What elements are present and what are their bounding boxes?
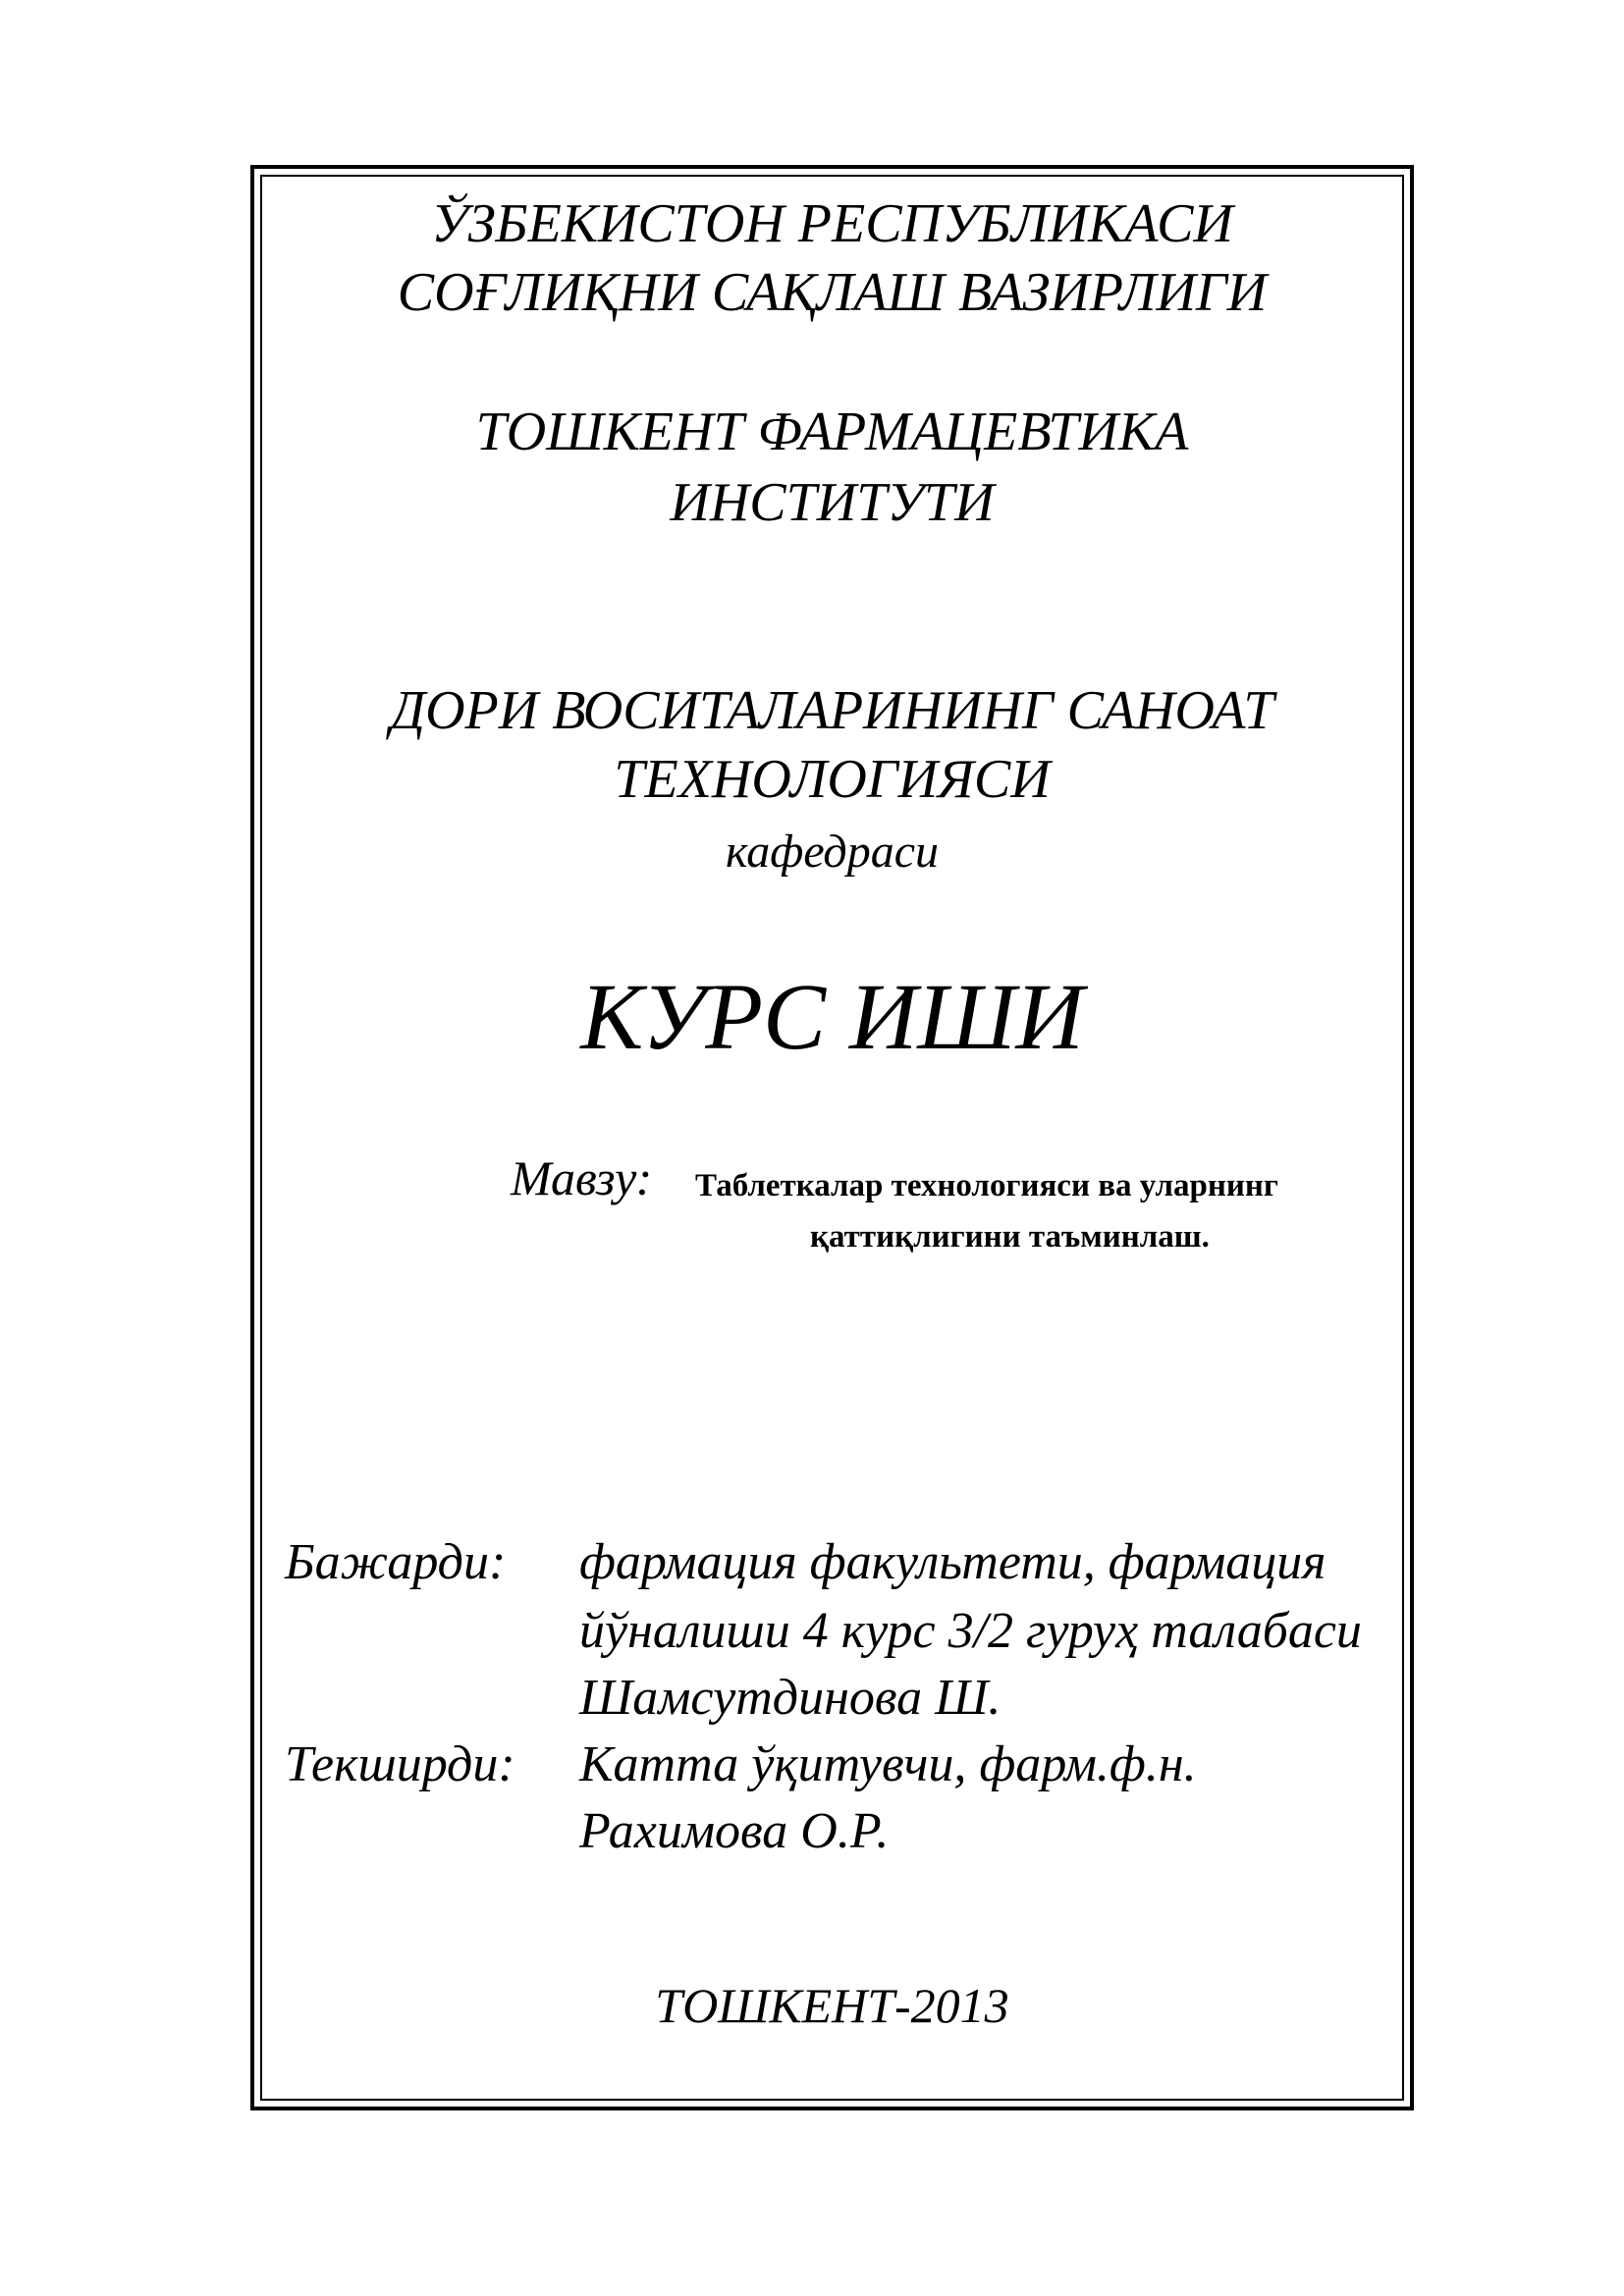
- performed-line-2: йўналиши 4 курс 3/2 гуруҳ талабаси: [579, 1603, 1362, 1659]
- country-line: ЎЗБЕКИСТОН РЕСПУБЛИКАСИ: [431, 193, 1233, 254]
- checked-line-2: Рахимова О.Р.: [579, 1803, 890, 1859]
- department-line-2: ТЕХНОЛОГИЯСИ: [614, 749, 1051, 810]
- department-line-3: кафедраси: [725, 826, 940, 878]
- topic-line-2: қаттиқлигини таъминлаш.: [810, 1219, 1210, 1255]
- checked-line-1: Катта ўқитувчи, фарм.ф.н.: [579, 1736, 1197, 1792]
- institute-line-2: ИНСТИТУТИ: [670, 472, 995, 533]
- department-line-1: ДОРИ ВОСИТАЛАРИНИНГ САНОАТ: [390, 680, 1274, 741]
- city-year: ТОШКЕНТ-2013: [655, 1978, 1009, 2033]
- performed-line-1: фармация факультети, фармация: [579, 1534, 1326, 1590]
- checked-label: Текширди:: [285, 1736, 515, 1792]
- ministry-line: СОҒЛИҚНИ САҚЛАШ ВАЗИРЛИГИ: [397, 262, 1268, 323]
- topic-line-1: Таблеткалар технологияси ва уларнинг: [695, 1168, 1278, 1203]
- performed-label: Бажарди:: [285, 1534, 507, 1590]
- topic-label: Мавзу:: [511, 1150, 653, 1205]
- performed-line-3: Шамсутдинова Ш.: [579, 1670, 1001, 1726]
- document-title: КУРС ИШИ: [580, 964, 1084, 1069]
- institute-line-1: ТОШКЕНТ ФАРМАЦЕВТИКА: [475, 401, 1189, 462]
